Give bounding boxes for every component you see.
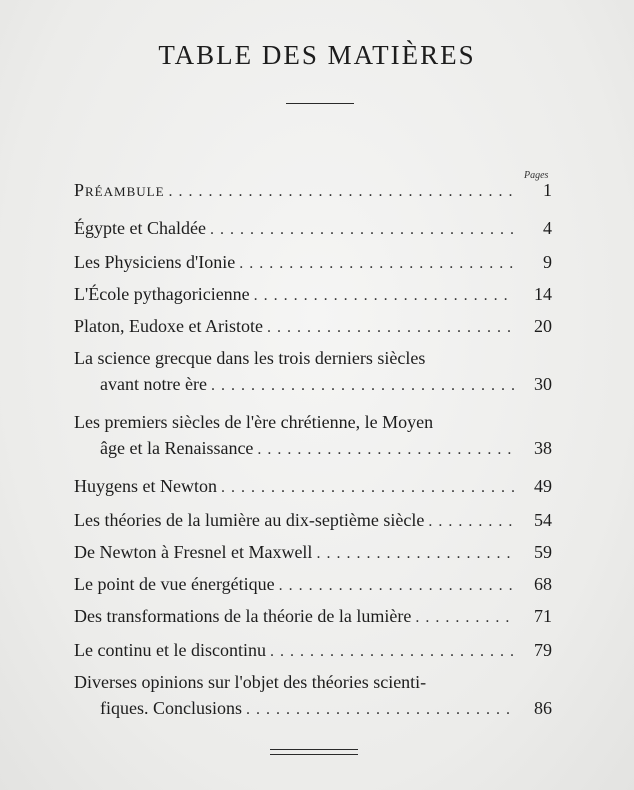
dot-leader bbox=[316, 545, 514, 563]
toc-entry bbox=[74, 316, 552, 342]
dot-leader bbox=[239, 255, 514, 273]
dot-leader bbox=[279, 577, 514, 595]
dot-leader bbox=[210, 221, 514, 239]
dot-leader bbox=[246, 701, 514, 719]
toc-entry-line bbox=[74, 412, 552, 438]
toc-page-number: 30 bbox=[534, 374, 552, 394]
toc-entry-line bbox=[74, 574, 552, 600]
dot-leader bbox=[254, 287, 514, 305]
toc-entry bbox=[74, 348, 552, 400]
toc-entry bbox=[74, 476, 552, 502]
toc-entry bbox=[74, 252, 552, 278]
pages-column-label: Pages bbox=[524, 170, 549, 181]
toc-entry-line bbox=[74, 348, 552, 374]
toc-entry-title: Le continu et le discontinu bbox=[74, 640, 266, 660]
toc-page-number: 38 bbox=[534, 438, 552, 458]
dot-leader bbox=[267, 319, 514, 337]
toc-entry-line bbox=[74, 640, 552, 666]
toc-page-number: 86 bbox=[534, 698, 552, 718]
toc-entry-title: âge et la Renaissance bbox=[100, 438, 254, 458]
toc-entry bbox=[74, 574, 552, 600]
toc-entry-title: Platon, Eudoxe et Aristote bbox=[74, 316, 263, 336]
dot-leader bbox=[415, 609, 514, 627]
toc-entry-line bbox=[74, 316, 552, 342]
toc-entry-title: Les premiers siècles de l'ère chrétienne, le Moyen bbox=[74, 412, 434, 432]
page-title: TABLE DES MATIÈRES bbox=[158, 40, 476, 70]
toc-page-number: 14 bbox=[534, 284, 552, 304]
toc-page-number: 1 bbox=[543, 180, 552, 200]
toc-entry bbox=[74, 672, 552, 724]
toc-entry bbox=[74, 640, 552, 666]
toc-entry-line bbox=[74, 284, 552, 310]
toc-page-number: 20 bbox=[534, 316, 552, 336]
toc-entry-title: Égypte et Chaldée bbox=[74, 218, 206, 238]
toc-page-number: 79 bbox=[534, 640, 552, 660]
toc-entry-line bbox=[74, 606, 552, 632]
title-rule bbox=[286, 103, 354, 104]
dot-leader bbox=[169, 183, 514, 201]
toc-page-number: 71 bbox=[534, 606, 552, 626]
toc-entry bbox=[74, 218, 552, 244]
toc-entry bbox=[74, 606, 552, 632]
toc-entry-continuation bbox=[74, 374, 552, 400]
toc-entry-line bbox=[74, 672, 552, 698]
toc-entry-title: avant notre ère bbox=[100, 374, 207, 394]
toc-entry bbox=[74, 412, 552, 464]
closing-double-rule bbox=[270, 749, 358, 755]
toc-entry-title: fiques. Conclusions bbox=[100, 698, 242, 718]
toc-entry-line bbox=[74, 252, 552, 278]
toc-entry-title: Les Physiciens d'Ionie bbox=[74, 252, 236, 272]
dot-leader bbox=[428, 513, 514, 531]
toc-page-number: 4 bbox=[543, 218, 552, 238]
toc-entry-line bbox=[74, 218, 552, 244]
toc-entry-line bbox=[74, 542, 552, 568]
toc-entry bbox=[74, 542, 552, 568]
toc-entry-title: Diverses opinions sur l'objet des théories scienti- bbox=[74, 672, 427, 692]
dot-leader bbox=[270, 643, 514, 661]
dot-leader bbox=[211, 377, 514, 395]
toc-entry-title: Le point de vue énergétique bbox=[74, 574, 275, 594]
toc-entry-title: Des transformations de la théorie de la lumière bbox=[74, 606, 412, 626]
toc-entry-title: L'École pythagoricienne bbox=[74, 284, 250, 304]
toc-entry-title: Préambule bbox=[74, 180, 165, 200]
toc-entry-continuation bbox=[74, 438, 552, 464]
toc-entry bbox=[74, 510, 552, 536]
toc-entry-title: Huygens et Newton bbox=[74, 476, 217, 496]
toc-entry-line bbox=[74, 476, 552, 502]
toc-entry-title: La science grecque dans les trois derniers siècles bbox=[74, 348, 426, 368]
toc-entry-line bbox=[74, 180, 552, 206]
dot-leader bbox=[221, 479, 514, 497]
toc-entry-title: Les théories de la lumière au dix-septième siècle bbox=[74, 510, 425, 530]
toc-entry bbox=[74, 284, 552, 310]
toc-page-number: 68 bbox=[534, 574, 552, 594]
dot-leader bbox=[257, 441, 514, 459]
toc-page-number: 49 bbox=[534, 476, 552, 496]
toc-entry-continuation bbox=[74, 698, 552, 724]
toc-page-number: 59 bbox=[534, 542, 552, 562]
toc-entry-line bbox=[74, 510, 552, 536]
toc-entry bbox=[74, 180, 552, 206]
toc-page-number: 9 bbox=[543, 252, 552, 272]
toc-page-number: 54 bbox=[534, 510, 552, 530]
toc-entry-title: De Newton à Fresnel et Maxwell bbox=[74, 542, 313, 562]
